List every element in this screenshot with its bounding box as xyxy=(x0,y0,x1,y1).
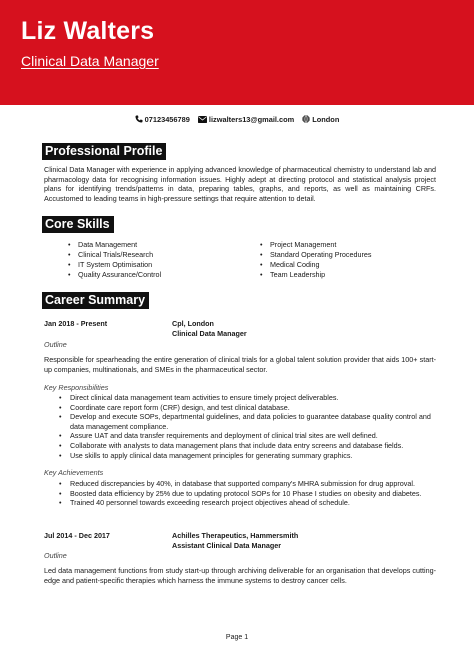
skill-item: • Medical Coding xyxy=(260,260,372,270)
envelope-icon xyxy=(198,116,207,123)
skill-item: • Clinical Trials/Research xyxy=(68,250,161,260)
profile-text: Clinical Data Manager with experience in applying advanced knowledge of pharmaceutical chemistry to understand lab and pharmacology data for recognising information issues. Highly adept at directing protocol and statistical analysis project plans for identifying trends/patterns in data, preparing tables, graphs, and reports, as well as maintaining CRFs. Accustomed to leading teams in high-pressure settings that require attention to detail. xyxy=(44,165,436,203)
job-outline: Responsible for spearheading the entire generation of clinical trials for a global talent solution provider that aids 100+ start-up companies, multinationals, and SMEs in the pharmaceutical sector. xyxy=(44,355,436,374)
list-item: • Reduced discrepancies by 40%, in database that supported company's MHRA submission for drug approval. xyxy=(59,479,441,489)
list-item: • Coordinate care report form (CRF) design, and test clinical database. xyxy=(59,403,441,413)
candidate-name: Liz Walters xyxy=(21,17,155,45)
list-item: • Collaborate with analysts to data management plans that include data entry screens and database fields. xyxy=(59,441,441,451)
achievements-list xyxy=(59,479,441,508)
skill-item: • IT System Optimisation xyxy=(68,260,161,270)
job-employer: Achilles Therapeutics, Hammersmith xyxy=(172,531,299,540)
list-item: • Boosted data efficiency by 25% due to updating protocol SOPs for 10 Phase I studies on obesity and diabetes. xyxy=(59,489,441,499)
header-banner xyxy=(0,0,474,105)
phone-icon xyxy=(135,115,143,123)
skills-heading: Core Skills xyxy=(42,216,114,233)
skill-item: • Project Management xyxy=(260,240,372,250)
skills-list-left xyxy=(68,240,161,280)
job-dates: Jul 2014 - Dec 2017 xyxy=(44,531,110,540)
list-item: • Assure UAT and data transfer requirements and deployment of clinical trial sites are well defined. xyxy=(59,431,441,441)
contact-email[interactable] xyxy=(198,115,296,124)
outline-label: Outline xyxy=(44,551,67,560)
skill-item: • Standard Operating Procedures xyxy=(260,250,372,260)
achievements-label: Key Achievements xyxy=(44,468,104,477)
responsibilities-list xyxy=(59,393,441,460)
skill-item: • Data Management xyxy=(68,240,161,250)
phone-number: 07123456789 xyxy=(144,115,190,124)
job-dates: Jan 2018 - Present xyxy=(44,319,108,328)
candidate-title: Clinical Data Manager xyxy=(21,53,159,69)
profile-heading: Professional Profile xyxy=(42,143,166,160)
contact-location xyxy=(302,115,339,124)
list-item: • Use skills to apply clinical data management principles for generating summary graphics. xyxy=(59,451,441,461)
page-number: Page 1 xyxy=(225,634,249,641)
contact-phone[interactable] xyxy=(135,115,192,124)
skill-item: • Quality Assurance/Control xyxy=(68,270,161,280)
skills-list-right xyxy=(260,240,372,280)
contact-bar xyxy=(0,115,474,124)
job-role: Assistant Clinical Data Manager xyxy=(172,540,282,550)
location-text: London xyxy=(312,115,340,124)
job-role: Clinical Data Manager xyxy=(172,328,247,338)
email-address: lizwalters13@gmail.com xyxy=(208,115,295,124)
skill-item: • Team Leadership xyxy=(260,270,372,280)
globe-icon xyxy=(302,115,310,123)
career-heading: Career Summary xyxy=(42,292,149,309)
job-outline: Led data management functions from study start-up through archiving deliverable for an organisation that develops cutting-edge and patient-specific therapies which harness the immune systems to destroy cancer cells. xyxy=(44,566,436,585)
list-item: • Develop and execute SOPs, departmental guidelines, and data policies to guarantee database quality control and data management compliance. xyxy=(59,412,441,431)
responsibilities-label: Key Responsibilities xyxy=(44,383,109,392)
list-item: • Trained 40 personnel towards exceeding research project objectives ahead of schedule. xyxy=(59,498,441,508)
job-employer: Cpl, London xyxy=(172,319,214,328)
list-item: • Direct clinical data management team activities to ensure timely project deliverables. xyxy=(59,393,441,403)
outline-label: Outline xyxy=(44,340,67,349)
